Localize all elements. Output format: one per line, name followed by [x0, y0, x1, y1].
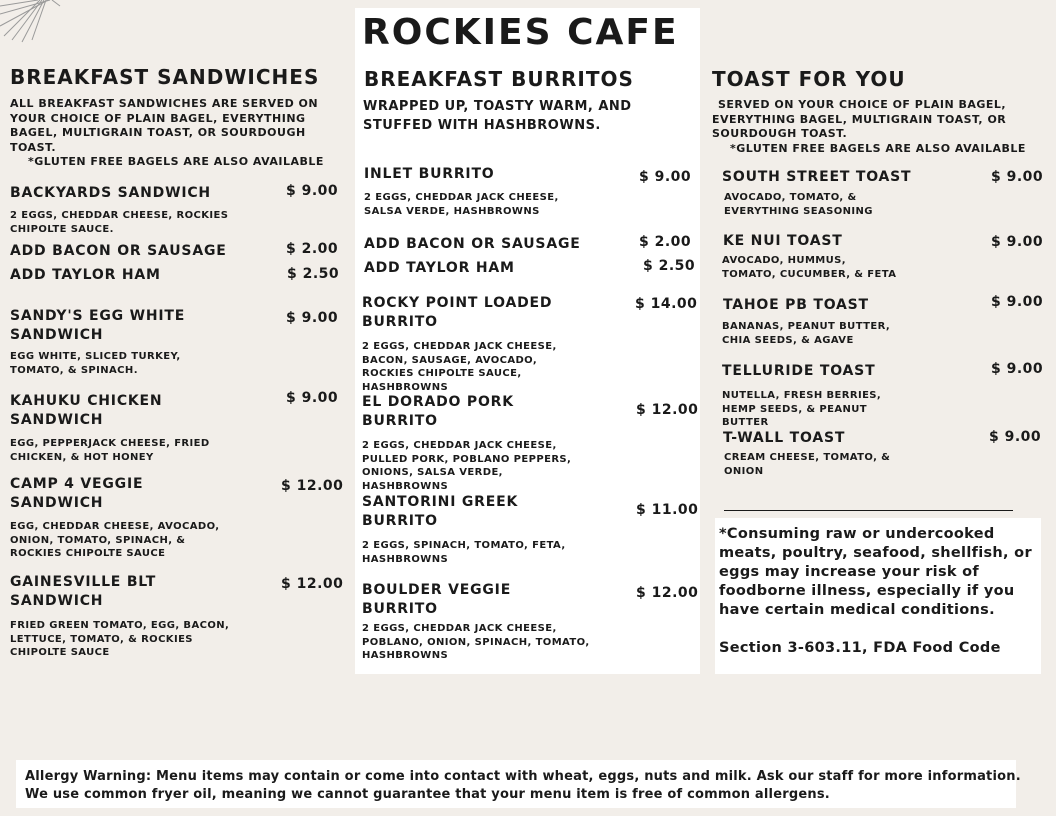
menu-item-name: BOULDER VEGGIE BURRITO: [362, 582, 512, 617]
menu-item-name: SANTORINI GREEK BURRITO: [362, 494, 519, 529]
menu-item-name: KE NUI TOAST: [723, 233, 843, 249]
menu-item-price: $ 9.00: [991, 169, 1044, 185]
menu-item-name: ROCKY POINT LOADED BURRITO: [362, 295, 553, 330]
menu-item-name: SANDY'S EGG WHITE SANDWICH: [10, 308, 186, 343]
menu-item-price: $ 9.00: [286, 390, 339, 406]
sandwiches-gf-note: *GLUTEN FREE BAGELS ARE ALSO AVAILABLE: [28, 155, 324, 168]
menu-item-price: $ 9.00: [286, 310, 339, 326]
menu-item-desc: EGG, PEPPERJACK CHEESE, FRIED CHICKEN, & HOT HONEY: [10, 438, 210, 463]
menu-item-price: $ 9.00: [286, 183, 339, 199]
menu-item-price: $ 9.00: [991, 361, 1044, 377]
allergy-warning-line2: We use common fryer oil, meaning we cannot guarantee that your menu item is free of common allergens.: [25, 787, 830, 802]
menu-item-price: $ 2.50: [643, 258, 696, 274]
menu-item-desc: CREAM CHEESE, TOMATO, & ONION: [724, 452, 891, 477]
menu-item-name: SOUTH STREET TOAST: [722, 169, 912, 185]
menu-item-price: $ 9.00: [639, 169, 692, 185]
cafe-title: ROCKIES CAFE: [362, 12, 679, 53]
menu-item-desc: 2 EGGS, CHEDDAR CHEESE, ROCKIES CHIPOLTE SAUCE.: [10, 210, 229, 235]
menu-item-price: $ 12.00: [281, 576, 344, 592]
menu-item-name: TELLURIDE TOAST: [722, 363, 876, 379]
menu-item-desc: 2 EGGS, CHEDDAR JACK CHEESE, POBLANO, ONION, SPINACH, TOMATO, HASHBROWNS: [362, 623, 590, 661]
menu-item-price: $ 12.00: [281, 478, 344, 494]
menu-item-name: ADD TAYLOR HAM: [364, 260, 515, 276]
menu-item-desc: 2 EGGS, CHEDDAR JACK CHEESE, BACON, SAUSAGE, AVOCADO, ROCKIES CHIPOLTE SAUCE, HASHBROWNS: [362, 341, 557, 393]
menu-item-name: CAMP 4 VEGGIE SANDWICH: [10, 476, 144, 511]
menu-item-desc: EGG WHITE, SLICED TURKEY, TOMATO, & SPINACH.: [10, 351, 181, 376]
toast-gf-note: *GLUTEN FREE BAGELS ARE ALSO AVAILABLE: [730, 142, 1026, 155]
menu-item-desc: NUTELLA, FRESH BERRIES, HEMP SEEDS, & PEANUT BUTTER: [722, 390, 882, 428]
menu-item-desc: BANANAS, PEANUT BUTTER, CHIA SEEDS, & AGAVE: [722, 321, 891, 346]
menu-item-desc: AVOCADO, TOMATO, & EVERYTHING SEASONING: [724, 192, 873, 217]
sunburst-decoration: [0, 0, 70, 48]
menu-item-desc: 2 EGGS, SPINACH, TOMATO, FETA, HASHBROWNS: [362, 540, 566, 565]
menu-item-desc: 2 EGGS, CHEDDAR JACK CHEESE, PULLED PORK, POBLANO PEPPERS, ONIONS, SALSA VERDE, HASHBROWNS: [362, 440, 572, 492]
menu-item-price: $ 14.00: [635, 296, 698, 312]
menu-item-price: $ 12.00: [636, 402, 699, 418]
menu-item-desc: EGG, CHEDDAR CHEESE, AVOCADO, ONION, TOMATO, SPINACH, & ROCKIES CHIPOLTE SAUCE: [10, 521, 220, 559]
menu-item-name: T-WALL TOAST: [723, 430, 846, 446]
consumer-advisory-text: *Consuming raw or undercooked meats, poultry, seafood, shellfish, or eggs may increase your risk of foodborne illness, especially if you have certain medical conditions.: [719, 526, 1032, 618]
burritos-intro: WRAPPED UP, TOASTY WARM, AND STUFFED WITH HASHBROWNS.: [363, 99, 632, 133]
toast-intro: SERVED ON YOUR CHOICE OF PLAIN BAGEL, EVERYTHING BAGEL, MULTIGRAIN TOAST, OR SOURDOUGH TOAST.: [712, 98, 1007, 140]
menu-item-name: INLET BURRITO: [364, 166, 495, 182]
menu-item-desc: 2 EGGS, CHEDDAR JACK CHEESE, SALSA VERDE, HASHBROWNS: [364, 192, 559, 217]
menu-item-price: $ 2.50: [287, 266, 340, 282]
menu-item-name: ADD BACON OR SAUSAGE: [364, 236, 581, 252]
sandwiches-title: BREAKFAST SANDWICHES: [10, 65, 320, 89]
burritos-title: BREAKFAST BURRITOS: [364, 67, 634, 91]
menu-item-name: BACKYARDS SANDWICH: [10, 185, 211, 201]
menu-item-price: $ 9.00: [991, 234, 1044, 250]
toast-title: TOAST FOR YOU: [712, 67, 906, 91]
menu-item-name: GAINESVILLE BLT SANDWICH: [10, 574, 157, 609]
menu-item-price: $ 12.00: [636, 585, 699, 601]
divider: [724, 510, 1013, 511]
menu-item-name: KAHUKU CHICKEN SANDWICH: [10, 393, 163, 428]
menu-item-name: EL DORADO PORK BURRITO: [362, 394, 514, 429]
menu-item-price: $ 11.00: [636, 502, 699, 518]
menu-item-price: $ 2.00: [286, 241, 339, 257]
menu-item-name: ADD TAYLOR HAM: [10, 267, 161, 283]
sandwiches-intro: ALL BREAKFAST SANDWICHES ARE SERVED ON YOUR CHOICE OF PLAIN BAGEL, EVERYTHING BAGEL, MULTIGRAIN TOAST, OR SOURDOUGH TOAST.: [10, 97, 319, 154]
menu-item-desc: FRIED GREEN TOMATO, EGG, BACON, LETTUCE, TOMATO, & ROCKIES CHIPOLTE SAUCE: [10, 620, 230, 658]
menu-item-desc: AVOCADO, HUMMUS, TOMATO, CUCUMBER, & FETA: [722, 255, 897, 280]
menu-item-price: $ 2.00: [639, 234, 692, 250]
menu-item-name: ADD BACON OR SAUSAGE: [10, 243, 227, 259]
consumer-advisory-citation: Section 3-603.11, FDA Food Code: [719, 640, 1001, 656]
menu-item-price: $ 9.00: [989, 429, 1042, 445]
allergy-warning-line1: Allergy Warning: Menu items may contain or come into contact with wheat, eggs, nuts and milk. Ask our staff for more information.: [25, 769, 1021, 784]
menu-item-price: $ 9.00: [991, 294, 1044, 310]
menu-item-name: TAHOE PB TOAST: [723, 297, 869, 313]
